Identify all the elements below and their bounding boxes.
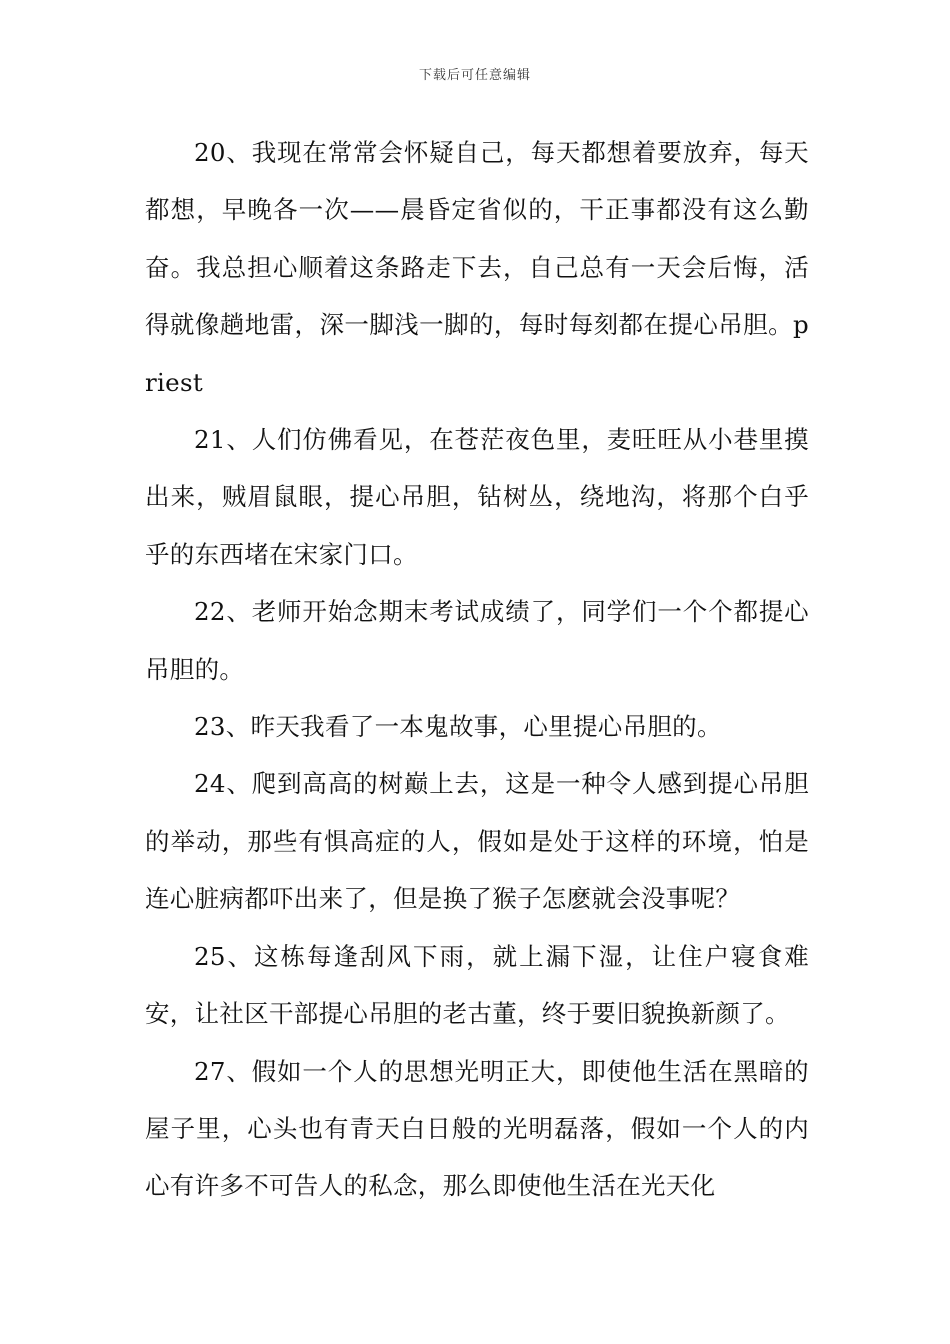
document-body <box>145 124 809 1215</box>
page-header: 下载后可任意编辑 <box>418 68 531 83</box>
paragraph-27: 27、假如一个人的思想光明正大，即使他生活在黑暗的屋子里，心头也有青天白日般的光明磊落，假如一个人的内心有许多不可告人的私念，那么即使他生活在光天化 <box>145 1056 809 1201</box>
paragraph-25: 25、这栋每逢刮风下雨，就上漏下湿，让住户寝食难安，让社区干部提心吊胆的老古董，终于要旧貌换新颜了。 <box>145 941 809 1029</box>
paragraph-24: 24、爬到高高的树巅上去，这是一种令人感到提心吊胆的举动，那些有惧高症的人，假如是处于这样的环境，怕是连心脏病都吓出来了，但是换了猴子怎麽就会没事呢？ <box>145 769 809 914</box>
paragraph-21: 21、人们仿佛看见，在苍茫夜色里，麦旺旺从小巷里摸出来，贼眉鼠眼，提心吊胆，钻树丛，绕地沟，将那个白乎乎的东西堵在宋家门口。 <box>145 425 809 569</box>
paragraph-23: 23、昨天我看了一本鬼故事，心里提心吊胆的。 <box>194 712 722 742</box>
paragraph-22: 22、老师开始念期末考试成绩了，同学们一个个都提心吊胆的。 <box>145 597 809 684</box>
paragraph-20: 20、我现在常常会怀疑自己，每天都想着要放弃，每天都想，早晚各一次——晨昏定省似的，干正事都没有这么勤奋。我总担心顺着这条路走下去，自己总有一天会后悔，活得就像趟地雷，深一脚浅一脚的，每时每刻都在提心吊胆。priest <box>145 138 809 397</box>
